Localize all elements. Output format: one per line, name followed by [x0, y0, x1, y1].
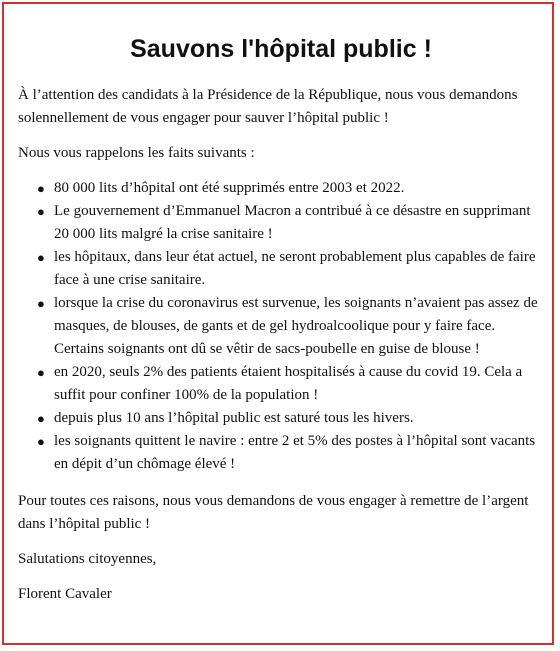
bullet-icon: ●: [37, 296, 45, 311]
bullet-icon: ●: [37, 204, 45, 219]
facts-list: [18, 177, 544, 476]
list-item: [37, 430, 544, 476]
list-item: [37, 361, 544, 407]
conclusion-paragraph: Pour toutes ces raisons, nous vous demandons de vous engager à remettre de l’argent dans l’hôpital public !: [18, 493, 529, 532]
list-item: [37, 292, 544, 361]
signature: Florent Cavaler: [18, 586, 112, 602]
list-item: [37, 200, 544, 246]
list-item: [37, 177, 544, 200]
intro-paragraph: À l’attention des candidats à la Présidence de la République, nous vous demandons solennellement de vous engager pour sauver l’hôpital public !: [18, 87, 518, 126]
list-item-text: les soignants quittent le navire : entre 2 et 5% des postes à l’hôpital sont vacants en dépit d’un chômage élevé !: [54, 433, 536, 472]
document-frame: [2, 2, 554, 645]
bullet-icon: ●: [37, 434, 45, 449]
bullet-icon: ●: [37, 250, 45, 265]
salutation: Salutations citoyennes,: [18, 551, 157, 567]
list-item-text: en 2020, seuls 2% des patients étaient hospitalisés à cause du covid 19. Cela a suffit pour confiner 100% de la population !: [54, 364, 523, 403]
list-item-text: depuis plus 10 ans l’hôpital public est saturé tous les hivers.: [54, 410, 414, 426]
list-item-text: lorsque la crise du coronavirus est survenue, les soignants n’avaient pas assez de masques, de blouses, de gants et de gel hydroalcoolique pour y faire face. Certains soignants ont dû se vêtir de sacs-poubelle en guise de blouse !: [54, 295, 538, 357]
list-item: [37, 246, 544, 292]
bullet-icon: ●: [37, 365, 45, 380]
bullet-icon: ●: [37, 411, 45, 426]
facts-intro-paragraph: Nous vous rappelons les faits suivants :: [18, 145, 255, 161]
list-item-text: Le gouvernement d’Emmanuel Macron a contribué à ce désastre en supprimant 20 000 lits malgré la crise sanitaire !: [54, 203, 531, 242]
letter-content: [18, 34, 544, 618]
page-title: Sauvons l'hôpital public !: [130, 35, 432, 63]
list-item-text: 80 000 lits d’hôpital ont été supprimés entre 2003 et 2022.: [54, 180, 405, 196]
list-item: [37, 407, 544, 430]
list-item-text: les hôpitaux, dans leur état actuel, ne seront probablement plus capables de faire face à une crise sanitaire.: [54, 249, 536, 288]
bullet-icon: ●: [37, 181, 45, 196]
